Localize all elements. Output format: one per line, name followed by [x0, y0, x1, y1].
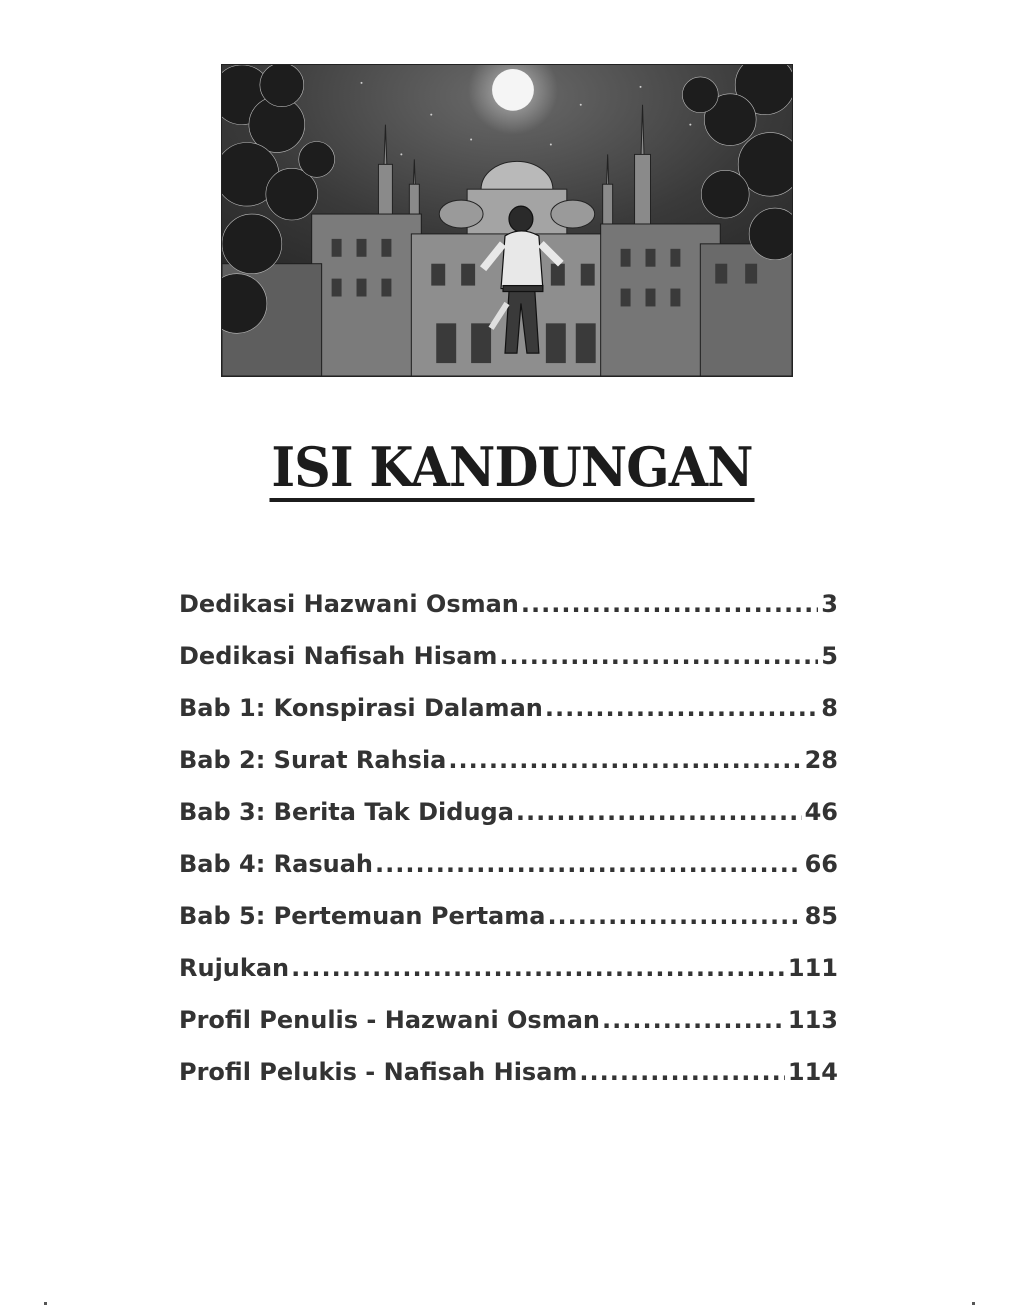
toc-entry-label: Profil Penulis - Hazwani Osman [179, 1006, 600, 1034]
toc-entry[interactable] [179, 566, 838, 618]
toc-entry[interactable] [179, 930, 838, 982]
toc-entry[interactable] [179, 722, 838, 774]
crop-mark [44, 1302, 47, 1305]
dot-leader [521, 590, 818, 618]
toc-entry[interactable] [179, 982, 838, 1034]
toc-entry-label: Bab 1: Konspirasi Dalaman [179, 694, 543, 722]
toc-entry-page: 114 [787, 1058, 838, 1086]
toc-entry-page: 85 [804, 902, 838, 930]
dot-leader [448, 746, 801, 774]
toc-entry[interactable] [179, 826, 838, 878]
toc-entry[interactable] [179, 878, 838, 930]
dot-leader [602, 1006, 785, 1034]
toc-entry-label: Dedikasi Hazwani Osman [179, 590, 519, 618]
toc-entry-page: 113 [787, 1006, 838, 1034]
dot-leader [579, 1058, 784, 1086]
dot-leader [291, 954, 785, 982]
toc-entry-page: 111 [787, 954, 838, 982]
dot-leader [375, 850, 802, 878]
toc-entry-page: 28 [804, 746, 838, 774]
crop-mark [972, 1302, 975, 1305]
dot-leader [516, 798, 802, 826]
dot-leader [545, 694, 818, 722]
table-of-contents [179, 566, 838, 1086]
dot-leader [499, 642, 818, 670]
toc-entry-page: 46 [804, 798, 838, 826]
toc-entry-label: Bab 2: Surat Rahsia [179, 746, 447, 774]
toc-entry-label: Bab 3: Berita Tak Diduga [179, 798, 514, 826]
toc-entry-label: Bab 4: Rasuah [179, 850, 374, 878]
cover-illustration [221, 64, 793, 377]
toc-entry-page: 8 [821, 694, 838, 722]
toc-entry-label: Rujukan [179, 954, 290, 982]
toc-entry[interactable] [179, 618, 838, 670]
toc-entry[interactable] [179, 774, 838, 826]
toc-entry[interactable] [179, 670, 838, 722]
toc-entry-label: Dedikasi Nafisah Hisam [179, 642, 498, 670]
toc-entry[interactable] [179, 1034, 838, 1086]
page-title: ISI KANDUNGAN [269, 438, 754, 502]
night-mosque-scene [222, 65, 792, 376]
toc-entry-label: Bab 5: Pertemuan Pertama [179, 902, 546, 930]
toc-entry-page: 66 [804, 850, 838, 878]
toc-entry-page: 5 [821, 642, 838, 670]
title-container [0, 435, 1024, 502]
toc-entry-label: Profil Pelukis - Nafisah Hisam [179, 1058, 578, 1086]
toc-entry-page: 3 [821, 590, 838, 618]
dot-leader [547, 902, 801, 930]
moon-icon [492, 69, 534, 111]
